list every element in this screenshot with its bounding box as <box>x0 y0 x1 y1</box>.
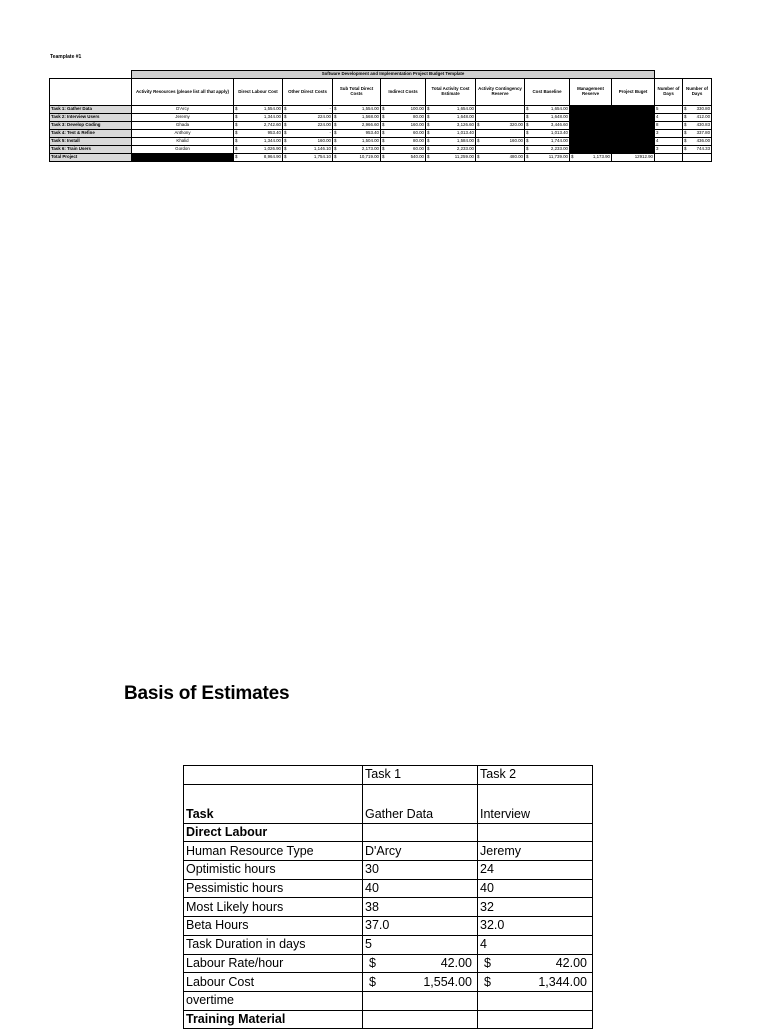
other-direct-costs-value: 1,146.10 <box>313 146 331 152</box>
boe-header-task-1: Task 1 <box>363 766 478 785</box>
task-name: Task 6: Train Users <box>50 146 132 154</box>
total-project-budget: 12912.90 <box>612 154 655 162</box>
cost-baseline-value: 3,446.60 <box>550 122 568 128</box>
boe-row <box>184 991 593 1010</box>
budget-header-7: Cost Baseline <box>525 79 570 106</box>
total-labour <box>234 154 283 162</box>
currency-symbol: $ <box>526 114 529 120</box>
boe-task-2-value: Jeremy <box>478 842 593 861</box>
budget-row <box>50 138 712 146</box>
currency-symbol: $ <box>235 130 238 136</box>
indirect-costs <box>381 122 426 130</box>
budget-row <box>50 122 712 130</box>
total-activity-cost <box>426 114 476 122</box>
currency-symbol: $ <box>235 146 238 152</box>
budget-header-9: Project Buget <box>612 79 655 106</box>
contingency-reserve <box>476 122 525 130</box>
subtotal-direct-costs <box>333 106 381 114</box>
cost-baseline-value: 1,013.40 <box>550 130 568 136</box>
indirect-costs-value: 80.00 <box>413 138 424 144</box>
currency-symbol: $ <box>526 130 529 136</box>
total-sub <box>333 154 381 162</box>
indirect-costs <box>381 106 426 114</box>
boe-task-2-value <box>478 823 593 842</box>
boe-task-2-value: Interview <box>478 784 593 823</box>
management-reserve-redacted <box>570 114 612 122</box>
currency-symbol: $ <box>684 106 687 112</box>
indirect-costs <box>381 130 426 138</box>
currency-symbol: $ <box>382 154 385 160</box>
amount: 1,344.00 <box>538 974 587 989</box>
other-direct-costs-value: 160.00 <box>317 138 331 144</box>
task-name: Task 3: Develop Coding <box>50 122 132 130</box>
currency-symbol: $ <box>477 122 480 128</box>
amount: 1,554.00 <box>423 974 472 989</box>
currency-symbol: $ <box>369 955 376 970</box>
cost-per-day-value: 430.83 <box>696 122 711 128</box>
boe-task-1-value <box>363 1010 478 1029</box>
total-management <box>570 154 612 162</box>
boe-task-1-value <box>363 973 478 992</box>
budget-header-6: Activity Contingency Reserve <box>476 79 525 106</box>
total-activity-cost <box>426 146 476 154</box>
management-reserve-redacted <box>570 106 612 114</box>
boe-row-label: Training Material <box>184 1010 363 1029</box>
cost-per-day-value: 436.00 <box>696 138 711 144</box>
other-direct-costs-value: - <box>329 130 331 136</box>
management-reserve-redacted <box>570 130 612 138</box>
activity-resource: D'Arcy <box>132 106 234 114</box>
direct-labour-cost <box>234 122 283 130</box>
currency-symbol: $ <box>526 106 529 112</box>
direct-labour-cost <box>234 146 283 154</box>
boe-task-2-value <box>478 954 593 973</box>
boe-task-1-value <box>363 954 478 973</box>
activity-resource: Jeremy <box>132 114 234 122</box>
number-of-days: 4 <box>655 138 683 146</box>
project-budget-redacted <box>612 146 655 154</box>
direct-labour-cost-value: 1,344.00 <box>263 138 281 144</box>
indirect-costs-value: 60.00 <box>413 130 424 136</box>
currency-symbol: $ <box>382 138 385 144</box>
boe-header-task-2: Task 2 <box>478 766 593 785</box>
currency-symbol: $ <box>484 974 491 989</box>
cost-baseline <box>525 122 570 130</box>
boe-task-2-value <box>478 1010 593 1029</box>
boe-task-1-value: 38 <box>363 898 478 917</box>
subtotal-direct-costs <box>333 146 381 154</box>
total-other-value: 1,754.10 <box>313 154 331 160</box>
currency-symbol: $ <box>235 154 238 160</box>
task-name: Task 2: Interview Users <box>50 114 132 122</box>
other-direct-costs <box>283 106 333 114</box>
currency-symbol: $ <box>382 146 385 152</box>
boe-row-label: Task <box>184 784 363 823</box>
number-of-days: 5 <box>655 106 683 114</box>
currency-symbol: $ <box>684 138 687 144</box>
boe-task-1-value: 37.0 <box>363 917 478 936</box>
total-activity-cost-value: 2,233.00 <box>456 146 474 152</box>
other-direct-costs <box>283 122 333 130</box>
currency-symbol: $ <box>284 138 287 144</box>
budget-header-3: Sub Total Direct Costs <box>333 79 381 106</box>
cost-per-day <box>683 130 712 138</box>
total-activity-cost <box>426 106 476 114</box>
currency-symbol: $ <box>334 154 337 160</box>
total-total <box>426 154 476 162</box>
other-direct-costs <box>283 130 333 138</box>
direct-labour-cost <box>234 106 283 114</box>
activity-resource: Gordon <box>132 146 234 154</box>
currency-symbol: $ <box>334 122 337 128</box>
boe-task-2-value <box>478 991 593 1010</box>
total-activity-cost-value: 1,654.00 <box>456 106 474 112</box>
subtotal-direct-costs-value: 1,554.00 <box>361 106 379 112</box>
boe-row <box>184 823 593 842</box>
task-name: Task 5: Install <box>50 138 132 146</box>
currency-symbol: $ <box>284 106 287 112</box>
subtotal-direct-costs <box>333 138 381 146</box>
number-of-days: 8 <box>655 122 683 130</box>
project-budget-redacted <box>612 106 655 114</box>
currency-symbol: $ <box>571 154 574 160</box>
budget-header-0: Activity Resources (please list all that apply) <box>132 79 234 106</box>
direct-labour-cost <box>234 130 283 138</box>
boe-row-label: Labour Cost <box>184 973 363 992</box>
budget-title: Software Development and Implementation Project Budget Template <box>132 71 655 79</box>
basis-of-estimates-table <box>183 765 593 1029</box>
currency-symbol: $ <box>382 106 385 112</box>
contingency-reserve-value: 320.00 <box>509 122 523 128</box>
subtotal-direct-costs-value: 2,173.00 <box>361 146 379 152</box>
amount: 42.00 <box>555 955 587 970</box>
total-indirect-value: 540.00 <box>410 154 424 160</box>
other-direct-costs <box>283 146 333 154</box>
currency-symbol: $ <box>284 130 287 136</box>
total-other <box>283 154 333 162</box>
boe-task-1-value: 30 <box>363 861 478 880</box>
total-days-cost-empty <box>683 154 712 162</box>
boe-row <box>184 879 593 898</box>
other-direct-costs <box>283 138 333 146</box>
budget-header-8: Management Reserve <box>570 79 612 106</box>
currency-symbol: $ <box>284 122 287 128</box>
budget-header-2: Other Direct Costs <box>283 79 333 106</box>
boe-row <box>184 973 593 992</box>
currency-symbol: $ <box>427 114 430 120</box>
total-activity-cost-value: 1,648.00 <box>456 114 474 120</box>
contingency-reserve-value: 160.00 <box>509 138 523 144</box>
total-project-row <box>50 154 712 162</box>
cost-per-day <box>683 106 712 114</box>
total-contingency <box>476 154 525 162</box>
budget-header-5: Total Activity Cost Estimate <box>426 79 476 106</box>
currency-symbol: $ <box>334 138 337 144</box>
indirect-costs-value: 160.00 <box>410 122 424 128</box>
task-name: Task 4: Test & Refine <box>50 130 132 138</box>
boe-row <box>184 842 593 861</box>
boe-task-1-value: Gather Data <box>363 784 478 823</box>
budget-row <box>50 130 712 138</box>
boe-row-label: Pessimistic hours <box>184 879 363 898</box>
currency-symbol: $ <box>334 106 337 112</box>
direct-labour-cost <box>234 114 283 122</box>
subtotal-direct-costs-value: 1,568.00 <box>361 114 379 120</box>
boe-task-1-value <box>363 991 478 1010</box>
cost-baseline <box>525 146 570 154</box>
project-budget-redacted <box>612 122 655 130</box>
cost-per-day <box>683 122 712 130</box>
currency-symbol: $ <box>684 114 687 120</box>
total-activity-cost <box>426 138 476 146</box>
currency-symbol: $ <box>526 154 529 160</box>
management-reserve-redacted <box>570 138 612 146</box>
total-contingency-value: 480.00 <box>509 154 523 160</box>
cost-per-day <box>683 138 712 146</box>
budget-row <box>50 146 712 154</box>
number-of-days: 3 <box>655 130 683 138</box>
cost-baseline-value: 2,233.00 <box>550 146 568 152</box>
currency-symbol: $ <box>684 130 687 136</box>
currency-symbol: $ <box>684 122 687 128</box>
direct-labour-cost-value: 953.40 <box>267 130 281 136</box>
other-direct-costs-value: 224.00 <box>317 114 331 120</box>
total-sub-value: 10,719.00 <box>359 154 379 160</box>
boe-row-label: overtime <box>184 991 363 1010</box>
cost-per-day-value: 412.00 <box>696 114 711 120</box>
cost-baseline-value: 1,648.00 <box>550 114 568 120</box>
direct-labour-cost-value: 1,554.00 <box>263 106 281 112</box>
currency-symbol: $ <box>284 146 287 152</box>
boe-task-1-value: 5 <box>363 935 478 954</box>
total-baseline <box>525 154 570 162</box>
total-activity-cost <box>426 130 476 138</box>
boe-task-1-value <box>363 823 478 842</box>
subtotal-direct-costs <box>333 114 381 122</box>
boe-task-1-value: 40 <box>363 879 478 898</box>
subtotal-direct-costs <box>333 130 381 138</box>
boe-task-2-value: 4 <box>478 935 593 954</box>
currency-symbol: $ <box>235 122 238 128</box>
boe-row-label: Most Likely hours <box>184 898 363 917</box>
currency-symbol: $ <box>427 154 430 160</box>
currency-symbol: $ <box>477 154 480 160</box>
contingency-reserve <box>476 146 525 154</box>
total-activity-cost-value: 1,584.00 <box>456 138 474 144</box>
budget-header-11: Number of Days <box>683 79 712 106</box>
template-label: Teamplate #1 <box>50 54 82 60</box>
subtotal-direct-costs <box>333 122 381 130</box>
boe-row <box>184 917 593 936</box>
boe-row-label: Human Resource Type <box>184 842 363 861</box>
currency-symbol: $ <box>235 114 238 120</box>
activity-resource: Khalid <box>132 138 234 146</box>
currency-symbol: $ <box>235 138 238 144</box>
amount: 42.00 <box>440 955 472 970</box>
cost-baseline-value: 1,654.00 <box>550 106 568 112</box>
currency-symbol: $ <box>382 130 385 136</box>
currency-symbol: $ <box>526 146 529 152</box>
currency-symbol: $ <box>427 138 430 144</box>
boe-row <box>184 935 593 954</box>
currency-symbol: $ <box>334 130 337 136</box>
direct-labour-cost-value: 1,026.90 <box>263 146 281 152</box>
total-indirect <box>381 154 426 162</box>
total-management-value: 1,173.90 <box>592 154 610 160</box>
cost-baseline <box>525 114 570 122</box>
contingency-reserve <box>476 130 525 138</box>
task-name: Task 1: Gather Data <box>50 106 132 114</box>
cost-per-day <box>683 146 712 154</box>
budget-row <box>50 106 712 114</box>
currency-symbol: $ <box>369 974 376 989</box>
cost-baseline <box>525 106 570 114</box>
boe-row-label: Labour Rate/hour <box>184 954 363 973</box>
currency-symbol: $ <box>382 122 385 128</box>
boe-task-2-value: 32.0 <box>478 917 593 936</box>
cost-per-day-value: 337.80 <box>696 130 711 136</box>
total-baseline-value: 11,739.00 <box>548 154 568 160</box>
budget-header-10: Number of Days <box>655 79 683 106</box>
indirect-costs-value: 80.00 <box>413 114 424 120</box>
project-budget-redacted <box>612 130 655 138</box>
boe-row <box>184 898 593 917</box>
total-project-label: Total Project <box>50 154 132 162</box>
indirect-costs <box>381 146 426 154</box>
boe-task-2-value: 24 <box>478 861 593 880</box>
currency-symbol: $ <box>382 114 385 120</box>
boe-task-2-value: 40 <box>478 879 593 898</box>
boe-row <box>184 954 593 973</box>
number-of-days: 3 <box>655 146 683 154</box>
project-budget-table <box>49 70 712 162</box>
total-total-value: 11,259.00 <box>454 154 474 160</box>
currency-symbol: $ <box>427 146 430 152</box>
activity-resource: Anthony <box>132 130 234 138</box>
other-direct-costs-value: - <box>329 106 331 112</box>
contingency-reserve <box>476 138 525 146</box>
direct-labour-cost-value: 1,344.00 <box>263 114 281 120</box>
number-of-days: 4 <box>655 114 683 122</box>
project-budget-redacted <box>612 114 655 122</box>
total-activity-cost-value: 3,126.60 <box>456 122 474 128</box>
boe-row <box>184 784 593 823</box>
total-activity-cost <box>426 122 476 130</box>
total-activity-cost-value: 1,013.40 <box>456 130 474 136</box>
management-reserve-redacted <box>570 122 612 130</box>
currency-symbol: $ <box>284 154 287 160</box>
cost-per-day-value: 744.33 <box>696 146 711 152</box>
currency-symbol: $ <box>684 146 687 152</box>
boe-task-2-value: 32 <box>478 898 593 917</box>
total-resource-redacted <box>132 154 234 162</box>
currency-symbol: $ <box>526 122 529 128</box>
cost-baseline <box>525 138 570 146</box>
cost-baseline <box>525 130 570 138</box>
boe-task-2-value <box>478 973 593 992</box>
total-days-empty <box>655 154 683 162</box>
indirect-costs-value: 100.00 <box>410 106 424 112</box>
subtotal-direct-costs-value: 953.40 <box>365 130 379 136</box>
cost-per-day <box>683 114 712 122</box>
management-reserve-redacted <box>570 146 612 154</box>
other-direct-costs <box>283 114 333 122</box>
indirect-costs-value: 60.00 <box>413 146 424 152</box>
subtotal-direct-costs-value: 1,504.00 <box>361 138 379 144</box>
boe-row <box>184 861 593 880</box>
direct-labour-cost-value: 2,742.60 <box>263 122 281 128</box>
currency-symbol: $ <box>334 146 337 152</box>
contingency-reserve <box>476 106 525 114</box>
currency-symbol: $ <box>484 955 491 970</box>
currency-symbol: $ <box>427 130 430 136</box>
currency-symbol: $ <box>427 106 430 112</box>
boe-row-label: Direct Labour <box>184 823 363 842</box>
project-budget-redacted <box>612 138 655 146</box>
cost-per-day-value: 330.80 <box>696 106 711 112</box>
boe-row-label: Optimistic hours <box>184 861 363 880</box>
other-direct-costs-value: 224.00 <box>317 122 331 128</box>
currency-symbol: $ <box>427 122 430 128</box>
direct-labour-cost <box>234 138 283 146</box>
boe-header-blank <box>184 766 363 785</box>
subtotal-direct-costs-value: 2,966.60 <box>361 122 379 128</box>
currency-symbol: $ <box>235 106 238 112</box>
header-task <box>50 79 132 106</box>
currency-symbol: $ <box>284 114 287 120</box>
indirect-costs <box>381 114 426 122</box>
indirect-costs <box>381 138 426 146</box>
activity-resource: Ghada <box>132 122 234 130</box>
boe-row <box>184 1010 593 1029</box>
boe-row-label: Beta Hours <box>184 917 363 936</box>
boe-row-label: Task Duration in days <box>184 935 363 954</box>
currency-symbol: $ <box>526 138 529 144</box>
budget-header-4: Indirect Costs <box>381 79 426 106</box>
budget-row <box>50 114 712 122</box>
currency-symbol: $ <box>477 138 480 144</box>
basis-of-estimates-title: Basis of Estimates <box>124 683 290 704</box>
currency-symbol: $ <box>334 114 337 120</box>
total-labour-value: 8,964.90 <box>263 154 281 160</box>
cost-baseline-value: 1,744.00 <box>550 138 568 144</box>
contingency-reserve <box>476 114 525 122</box>
budget-header-1: Direct Labour Cost <box>234 79 283 106</box>
boe-task-1-value: D'Arcy <box>363 842 478 861</box>
